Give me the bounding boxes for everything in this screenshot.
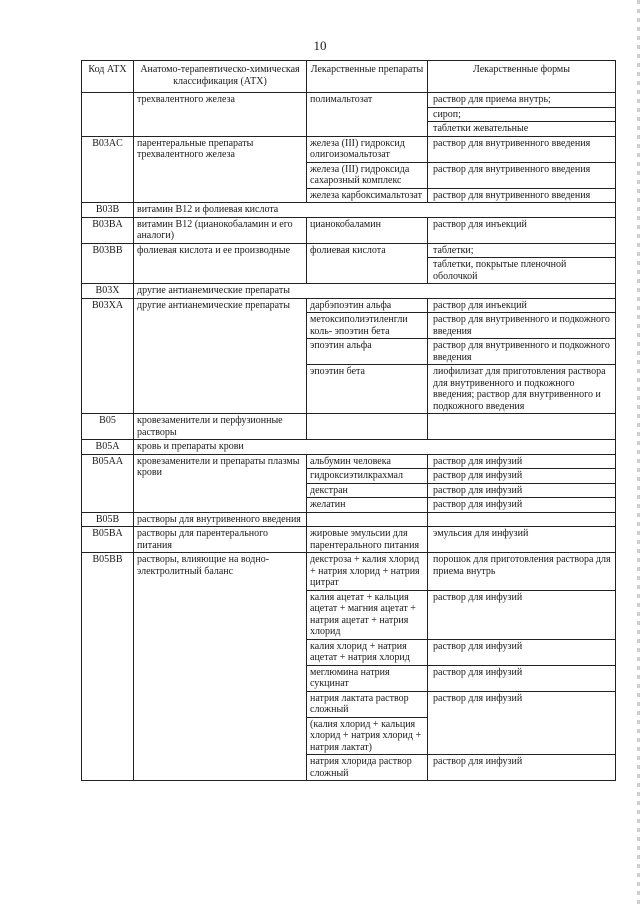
dosage-form: раствор для инфузий	[428, 454, 616, 469]
atc-code: B05BB	[82, 553, 134, 781]
dosage-form: раствор для внутривенного введения	[428, 162, 616, 188]
drug-name: дарбэпоэтин альфа	[307, 298, 428, 313]
drug-name	[307, 512, 428, 527]
dosage-form: раствор для инфузий	[428, 498, 616, 513]
table-row	[82, 527, 616, 553]
drug-name: метоксиполиэтиленгли коль- эпоэтин бета	[307, 313, 428, 339]
dosage-form: раствор для инфузий	[428, 483, 616, 498]
table-row	[82, 553, 616, 591]
dosage-form	[428, 414, 616, 440]
table-row	[82, 414, 616, 440]
atc-classification: фолиевая кислота и ее производные	[134, 243, 307, 284]
atc-classification: другие антианемические препараты	[134, 284, 616, 299]
table-row	[82, 440, 616, 455]
drug-name: декстран	[307, 483, 428, 498]
page-number: 10	[313, 38, 327, 53]
dosage-form: раствор для инфузий	[428, 755, 616, 781]
atc-code: B03AC	[82, 136, 134, 203]
header-classification: Анатомо-терапевтическо-химическая классификация (АТХ)	[134, 61, 307, 93]
atc-code: B05B	[82, 512, 134, 527]
atc-classification: кровезаменители и препараты плазмы крови	[134, 454, 307, 512]
header-forms: Лекарственные формы	[428, 61, 616, 93]
table-row	[82, 217, 616, 243]
drug-name: железа (III) гидроксида сахарозный комплекс	[307, 162, 428, 188]
drug-name: меглюмина натрия сукцинат	[307, 665, 428, 691]
atc-table	[81, 60, 616, 781]
atc-code: B05BA	[82, 527, 134, 553]
drug-name: гидроксиэтилкрахмал	[307, 469, 428, 484]
atc-code: B03XA	[82, 298, 134, 414]
atc-classification: растворы для парентерального питания	[134, 527, 307, 553]
drug-name: альбумин человека	[307, 454, 428, 469]
atc-code: B05	[82, 414, 134, 440]
table-row	[82, 203, 616, 218]
header-code: Код АТХ	[82, 61, 134, 93]
table-row	[82, 454, 616, 469]
table-row	[82, 243, 616, 258]
drug-name: декстроза + калия хлорид + натрия хлорид + натрия цитрат	[307, 553, 428, 591]
dosage-form: сироп;	[428, 107, 616, 122]
dosage-form: раствор для внутривенного и подкожного введения	[428, 339, 616, 365]
dosage-form: раствор для инъекций	[428, 298, 616, 313]
dosage-form: раствор для внутривенного и подкожного введения	[428, 313, 616, 339]
atc-classification: парентеральные препараты трехвалентного железа	[134, 136, 307, 203]
drug-name: калия хлорид + натрия ацетат + натрия хлорид	[307, 639, 428, 665]
dosage-form: таблетки жевательные	[428, 122, 616, 137]
drug-name: жировые эмульсии для парентерального питания	[307, 527, 428, 553]
dosage-form: раствор для внутривенного введения	[428, 188, 616, 203]
atc-code: B05AA	[82, 454, 134, 512]
table-row	[82, 136, 616, 162]
dosage-form: раствор для инфузий	[428, 691, 616, 755]
dosage-form: раствор для инфузий	[428, 665, 616, 691]
drug-name: (калия хлорид + кальция хлорид + натрия хлорид + натрия лактат)	[307, 717, 428, 755]
drug-name: полимальтозат	[307, 93, 428, 137]
dosage-form: раствор для инфузий	[428, 639, 616, 665]
atc-code	[82, 93, 134, 137]
drug-name: железа карбоксимальтозат	[307, 188, 428, 203]
drug-name: эпоэтин бета	[307, 365, 428, 414]
drug-name: цианокобаламин	[307, 217, 428, 243]
dosage-form: раствор для инфузий	[428, 469, 616, 484]
drug-name: натрия хлорида раствор сложный	[307, 755, 428, 781]
drug-name	[307, 414, 428, 440]
dosage-form: раствор для внутривенного введения	[428, 136, 616, 162]
atc-code: B03B	[82, 203, 134, 218]
drug-name: калия ацетат + кальция ацетат + магния ацетат + натрия ацетат + натрия хлорид	[307, 590, 428, 639]
drug-name: эпоэтин альфа	[307, 339, 428, 365]
table-row	[82, 512, 616, 527]
table-row	[82, 298, 616, 313]
table-row	[82, 93, 616, 108]
atc-classification: другие антианемические препараты	[134, 298, 307, 414]
dosage-form: таблетки;	[428, 243, 616, 258]
atc-classification: витамин B12 и фолиевая кислота	[134, 203, 616, 218]
atc-classification: кровезаменители и перфузионные растворы	[134, 414, 307, 440]
atc-classification: витамин B12 (цианокобаламин и его аналоги)	[134, 217, 307, 243]
atc-code: B03X	[82, 284, 134, 299]
dosage-form: лиофилизат для приготовления раствора для внутривенного и подкожного введения; раствор для внутривенного и подкожного введения	[428, 365, 616, 414]
header-drugs: Лекарственные препараты	[307, 61, 428, 93]
atc-code: B03BB	[82, 243, 134, 284]
dosage-form: эмульсия для инфузий	[428, 527, 616, 553]
dosage-form: раствор для инфузий	[428, 590, 616, 639]
drug-name: железа (III) гидроксид олигоизомальтозат	[307, 136, 428, 162]
drug-name: желатин	[307, 498, 428, 513]
dosage-form	[428, 512, 616, 527]
drug-name: фолиевая кислота	[307, 243, 428, 284]
atc-classification: кровь и препараты крови	[134, 440, 616, 455]
table-body	[82, 93, 616, 781]
atc-classification: растворы, влияющие на водно-электролитный баланс	[134, 553, 307, 781]
dosage-form: раствор для инъекций	[428, 217, 616, 243]
dosage-form: таблетки, покрытые пленочной оболочкой	[428, 258, 616, 284]
table-row	[82, 284, 616, 299]
atc-code: B05A	[82, 440, 134, 455]
table-header-row	[82, 61, 616, 93]
atc-classification: растворы для внутривенного введения	[134, 512, 307, 527]
atc-classification: трехвалентного железа	[134, 93, 307, 137]
atc-code: B03BA	[82, 217, 134, 243]
dosage-form: раствор для приема внутрь;	[428, 93, 616, 108]
dosage-form: порошок для приготовления раствора для приема внутрь	[428, 553, 616, 591]
drug-name: натрия лактата раствор сложный	[307, 691, 428, 717]
